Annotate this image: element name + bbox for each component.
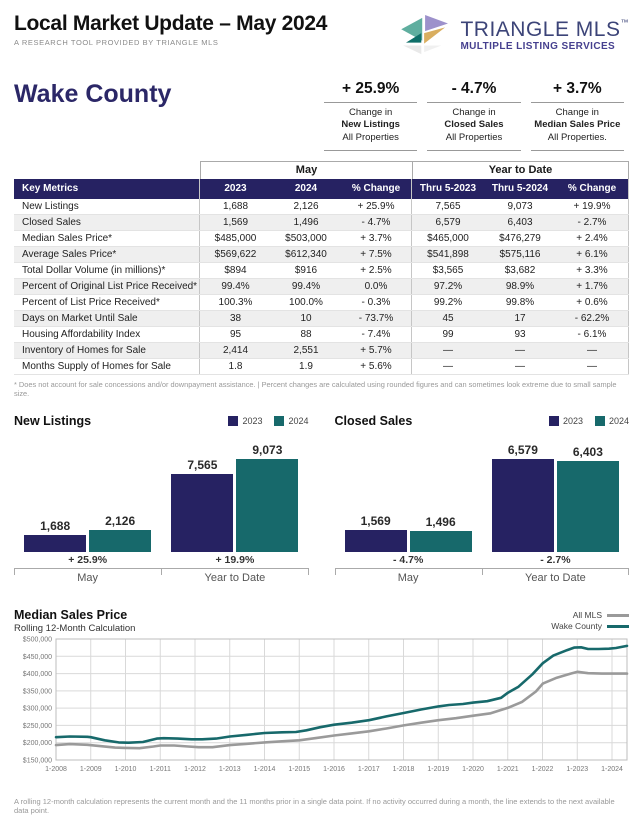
median-sales-price-section — [14, 608, 629, 815]
pct-change-label: + 25.9% — [68, 554, 108, 567]
x-tick-label: 1-2021 — [496, 766, 519, 774]
bar-category-label: Year to Date — [525, 572, 586, 585]
bar-category-label: Year to Date — [204, 572, 266, 585]
x-tick-label: 1-2019 — [427, 766, 450, 774]
metric-label: Days on Market Until Sale — [14, 311, 200, 326]
table-header-cell: Thru 5-2024 — [491, 183, 549, 195]
metric-label: Percent of List Price Received* — [14, 295, 200, 310]
chart-body — [335, 434, 630, 586]
metric-value: 2,414 — [222, 345, 249, 357]
metric-label: New Listings — [14, 199, 200, 214]
x-tick-label: 1-2013 — [218, 766, 241, 774]
legend-swatch-2023 — [549, 416, 559, 426]
y-tick-label: $400,000 — [22, 671, 52, 679]
region-summary-row — [14, 80, 629, 151]
metric-value: 93 — [514, 329, 526, 341]
metric-value: 2,551 — [293, 345, 319, 357]
stat-body — [324, 103, 417, 151]
metric-value: $569,622 — [214, 249, 257, 261]
table-row — [14, 295, 629, 311]
metric-value: $575,116 — [499, 249, 541, 261]
group-spacer — [14, 161, 200, 179]
table-row — [14, 231, 629, 247]
legend-swatch-2024 — [595, 416, 605, 426]
table-row — [14, 327, 629, 343]
bar-group — [492, 443, 619, 552]
metric-value: 6,579 — [435, 217, 461, 229]
axis-tick-right — [308, 569, 309, 575]
header-title-block — [14, 12, 327, 47]
metric-value: + 3.3% — [556, 263, 629, 278]
y-tick-label: $300,000 — [22, 705, 52, 713]
metric-value: $465,000 — [427, 233, 469, 245]
x-tick-label: 1-2018 — [392, 766, 415, 774]
metric-value: 6,403 — [507, 217, 533, 229]
axis-tick-right — [628, 569, 629, 575]
metric-value: $476,279 — [499, 233, 541, 245]
stat-scope: All Properties. — [547, 131, 607, 143]
axis-tick-left — [14, 569, 15, 575]
metric-value: 1,496 — [293, 217, 319, 229]
bar-value-label: 6,579 — [507, 443, 538, 458]
stat-body — [427, 103, 520, 151]
stat-metric: Median Sales Price — [534, 119, 621, 131]
x-tick-label: 1-2014 — [253, 766, 276, 774]
bar-2023 — [345, 530, 407, 552]
bar-2024 — [89, 530, 151, 552]
metric-value: 95 — [229, 329, 242, 341]
bar-2023 — [492, 459, 554, 552]
metric-value: - 4.7% — [341, 215, 412, 230]
bar-group — [345, 514, 472, 552]
metric-value: $612,340 — [285, 249, 327, 261]
table-body — [14, 199, 629, 375]
bar-value-label: 1,496 — [425, 515, 456, 530]
line-chart-head — [14, 608, 629, 634]
bar-2024 — [557, 461, 619, 552]
metric-value: — — [515, 361, 525, 373]
y-tick-label: $150,000 — [22, 757, 52, 765]
legend-label: 2023 — [562, 416, 583, 427]
metric-value: $541,898 — [427, 249, 469, 261]
triangle-mls-logo — [401, 14, 629, 56]
group-header-ytd: Year to Date — [412, 161, 629, 179]
bar-value-label: 6,403 — [572, 445, 603, 460]
line-chart-title: Median Sales Price — [14, 608, 128, 623]
metric-label: Total Dollar Volume (in millions)* — [14, 263, 200, 278]
metric-label: Inventory of Homes for Sale — [14, 343, 200, 358]
bar-value-label: 7,565 — [187, 458, 218, 473]
metric-value: 99.4% — [291, 281, 321, 293]
legend-label: 2024 — [288, 416, 309, 427]
bar-plot — [14, 434, 309, 552]
stat-scope: All Properties — [445, 131, 503, 143]
stat-value: - 4.7% — [427, 80, 520, 103]
legend-label: Wake County — [551, 621, 602, 632]
bar-value-label: 1,569 — [360, 514, 391, 529]
metric-value: $485,000 — [214, 233, 257, 245]
y-tick-label: $450,000 — [22, 653, 52, 661]
metric-value: + 7.5% — [341, 247, 412, 262]
line-chart-legend — [551, 610, 629, 632]
x-tick-label: 1-2009 — [79, 766, 102, 774]
bar-2023 — [171, 474, 233, 552]
table-row — [14, 279, 629, 295]
legend-swatch-all-mls — [607, 614, 629, 617]
metric-value: 88 — [300, 329, 312, 341]
metric-value: + 1.7% — [556, 279, 629, 294]
metric-value: — — [515, 345, 525, 357]
bar-value-label: 2,126 — [105, 514, 136, 529]
metric-value: + 19.9% — [556, 199, 629, 214]
metric-value: + 3.7% — [341, 231, 412, 246]
bar-column — [345, 514, 407, 552]
stat-metric: Closed Sales — [444, 119, 504, 131]
table-header-cell: % Change — [341, 179, 412, 199]
x-tick-label: 1-2011 — [149, 766, 171, 774]
bar-x-axis — [335, 568, 630, 586]
new-listings-chart — [14, 414, 309, 586]
metric-value: $916 — [294, 265, 318, 277]
metric-value: + 2.5% — [341, 263, 412, 278]
stat-value: + 3.7% — [531, 80, 624, 103]
bar-column — [236, 443, 298, 552]
pct-change-label: - 4.7% — [392, 554, 424, 567]
table-header-cell: 2023 — [224, 183, 247, 195]
metric-value: — — [443, 345, 453, 357]
metric-value: $503,000 — [285, 233, 327, 245]
bar-group — [171, 443, 298, 552]
table-row — [14, 247, 629, 263]
y-tick-label: $500,000 — [22, 636, 52, 644]
table-row — [14, 359, 629, 375]
line-chart-footnote: A rolling 12-month calculation represents the current month and the 11 months prior in a single data point. If no activity occurred during a month, the line extends to the next available data point. — [14, 797, 615, 815]
table-footnote: * Does not account for sale concessions and/or downpayment assistance. | Percent changes are calculated using rounded figures and can sometimes look extreme due to small sample size. — [14, 380, 617, 399]
triangle-mls-logo-icon — [401, 14, 453, 56]
metric-value: - 6.1% — [556, 327, 629, 342]
legend-item-2023 — [549, 416, 583, 426]
bar-2024 — [410, 531, 472, 552]
logo-name — [460, 19, 629, 40]
bar-column — [492, 443, 554, 552]
table-header-cell: Key Metrics — [14, 179, 200, 199]
metric-value: 99.8% — [505, 297, 535, 309]
axis-tick-mid — [482, 569, 483, 575]
bar-column — [557, 445, 619, 552]
line-chart-title-block — [14, 608, 135, 634]
metric-value: $3,565 — [432, 265, 464, 277]
report-subtitle: A RESEARCH TOOL PROVIDED BY TRIANGLE MLS — [14, 38, 219, 47]
pct-change-row — [335, 552, 630, 568]
metric-value: + 0.6% — [556, 295, 629, 310]
chart-legend — [549, 416, 629, 426]
metric-value: + 6.1% — [556, 247, 629, 262]
bar-column — [24, 519, 86, 552]
bar-column — [171, 458, 233, 552]
legend-label: All MLS — [572, 610, 602, 621]
metric-value: — — [556, 359, 629, 374]
legend-swatch-2024 — [274, 416, 284, 426]
metric-value: 99 — [442, 329, 454, 341]
metric-value: + 5.7% — [341, 343, 412, 358]
metric-value: 0.0% — [341, 279, 412, 294]
metric-value: $894 — [224, 265, 247, 277]
legend-swatch-wake-county — [607, 625, 629, 628]
metric-value: 2,126 — [293, 201, 319, 213]
logo-trademark: ™ — [620, 17, 629, 27]
x-tick-label: 1-2024 — [601, 766, 623, 774]
wake-county-line — [56, 646, 627, 743]
summary-stat — [319, 80, 422, 151]
metric-value: 45 — [442, 313, 454, 325]
bar-column — [410, 515, 472, 552]
metric-value: + 2.4% — [556, 231, 629, 246]
metric-value: 17 — [514, 313, 526, 325]
logo-name-text: TRIANGLE MLS — [460, 17, 621, 41]
bar-charts-section — [14, 414, 629, 586]
line-chart-subtitle: Rolling 12-Month Calculation — [14, 623, 136, 635]
metric-value: + 25.9% — [341, 199, 412, 214]
metric-value: 1,688 — [222, 201, 249, 213]
all-mls-line — [56, 672, 627, 748]
table-row — [14, 311, 629, 327]
metric-value: 10 — [300, 313, 312, 325]
metric-value: 100.3% — [218, 297, 253, 309]
x-tick-label: 1-2008 — [45, 766, 67, 774]
y-tick-label: $200,000 — [22, 740, 52, 748]
metric-value: + 5.6% — [341, 359, 412, 374]
report-header — [14, 12, 629, 56]
legend-label: 2024 — [608, 416, 629, 427]
chart-title: New Listings — [14, 414, 92, 429]
x-tick-label: 1-2022 — [531, 766, 554, 774]
table-row — [14, 199, 629, 215]
pct-change-label: + 19.9% — [215, 554, 255, 567]
table-header-cell: % Change — [556, 179, 629, 199]
bar-value-label: 9,073 — [252, 443, 283, 458]
stat-scope: All Properties — [342, 131, 399, 143]
metric-label: Months Supply of Homes for Sale — [14, 359, 200, 374]
x-tick-label: 1-2020 — [462, 766, 484, 774]
metric-value: 1,569 — [222, 217, 249, 229]
metric-value: 100.0% — [289, 297, 323, 309]
stat-body — [531, 103, 624, 151]
pct-change-row — [14, 552, 309, 568]
x-tick-label: 1-2017 — [357, 766, 380, 774]
bar-column — [89, 514, 151, 552]
closed-sales-chart — [335, 414, 630, 586]
logo-text-block — [460, 19, 629, 52]
y-tick-label: $250,000 — [22, 722, 52, 730]
chart-body — [14, 434, 309, 586]
chart-head — [14, 414, 309, 428]
metric-value: - 7.4% — [341, 327, 412, 342]
stat-metric: New Listings — [341, 119, 400, 131]
metric-value: $3,682 — [504, 265, 536, 277]
stat-change-in: Change in — [452, 107, 496, 118]
legend-item-2024 — [595, 416, 629, 426]
x-tick-label: 1-2016 — [323, 766, 345, 774]
axis-tick-left — [335, 569, 336, 575]
summary-stats — [319, 80, 629, 151]
report-title: Local Market Update – May 2024 — [14, 12, 328, 35]
bar-plot — [335, 434, 630, 552]
x-tick-label: 1-2010 — [114, 766, 137, 774]
chart-title: Closed Sales — [334, 414, 413, 429]
metric-value: 99.4% — [221, 281, 250, 293]
metric-value: - 2.7% — [556, 215, 629, 230]
table-row — [14, 215, 629, 231]
bar-category-label: May — [77, 572, 99, 585]
x-tick-label: 1-2015 — [288, 766, 311, 774]
metric-value: 99.2% — [433, 297, 463, 309]
x-tick-label: 1-2012 — [184, 766, 206, 774]
table-row — [14, 263, 629, 279]
metric-value: 97.2% — [433, 281, 463, 293]
bar-2024 — [236, 459, 298, 552]
metric-label: Percent of Original List Price Received* — [14, 279, 200, 294]
metric-value: 38 — [229, 313, 242, 325]
metric-value: - 73.7% — [341, 311, 412, 326]
metric-label: Closed Sales — [14, 215, 200, 230]
pct-change-label: - 2.7% — [540, 554, 571, 567]
metric-value: — — [443, 361, 453, 373]
metric-value: 98.9% — [505, 281, 535, 293]
legend-item-2023 — [228, 416, 262, 426]
metric-value: - 0.3% — [341, 295, 412, 310]
legend-item-wake-county — [551, 621, 629, 632]
logo-tagline: MULTIPLE LISTING SERVICES — [460, 40, 616, 52]
line-chart-svg — [14, 634, 629, 784]
bar-category-label: May — [397, 572, 419, 585]
x-tick-label: 1-2023 — [566, 766, 589, 774]
table-group-header — [14, 161, 629, 179]
metric-value: — — [556, 343, 629, 358]
table-header-row — [14, 179, 629, 199]
summary-stat — [526, 80, 629, 151]
y-tick-label: $350,000 — [22, 688, 52, 696]
metric-value: 1.9 — [299, 361, 313, 373]
metric-value: 9,073 — [507, 201, 533, 213]
legend-item-2024 — [274, 416, 308, 426]
key-metrics-table — [14, 161, 629, 398]
legend-label: 2023 — [242, 416, 263, 427]
metric-label: Average Sales Price* — [14, 247, 200, 262]
legend-item-all-mls — [551, 610, 629, 621]
table-row — [14, 343, 629, 359]
chart-head — [335, 414, 630, 428]
group-header-may: May — [200, 161, 412, 179]
metric-value: 7,565 — [435, 201, 461, 213]
metric-value: - 62.2% — [556, 311, 629, 326]
bar-x-axis — [14, 568, 309, 586]
summary-stat — [422, 80, 525, 151]
stat-change-in: Change in — [555, 107, 599, 118]
stat-value: + 25.9% — [324, 80, 417, 103]
axis-tick-mid — [161, 569, 162, 575]
metric-label: Median Sales Price* — [14, 231, 200, 246]
bar-value-label: 1,688 — [40, 519, 71, 534]
table-header-cell: Thru 5-2023 — [419, 183, 477, 195]
legend-swatch-2023 — [228, 416, 238, 426]
chart-legend — [228, 416, 308, 426]
metric-label: Housing Affordability Index — [14, 327, 200, 342]
bar-group — [24, 514, 151, 552]
stat-change-in: Change in — [349, 107, 393, 118]
metric-value: 1.8 — [228, 361, 243, 373]
table-header-cell: 2024 — [294, 183, 318, 195]
region-title: Wake County — [14, 80, 172, 108]
bar-2023 — [24, 535, 86, 552]
